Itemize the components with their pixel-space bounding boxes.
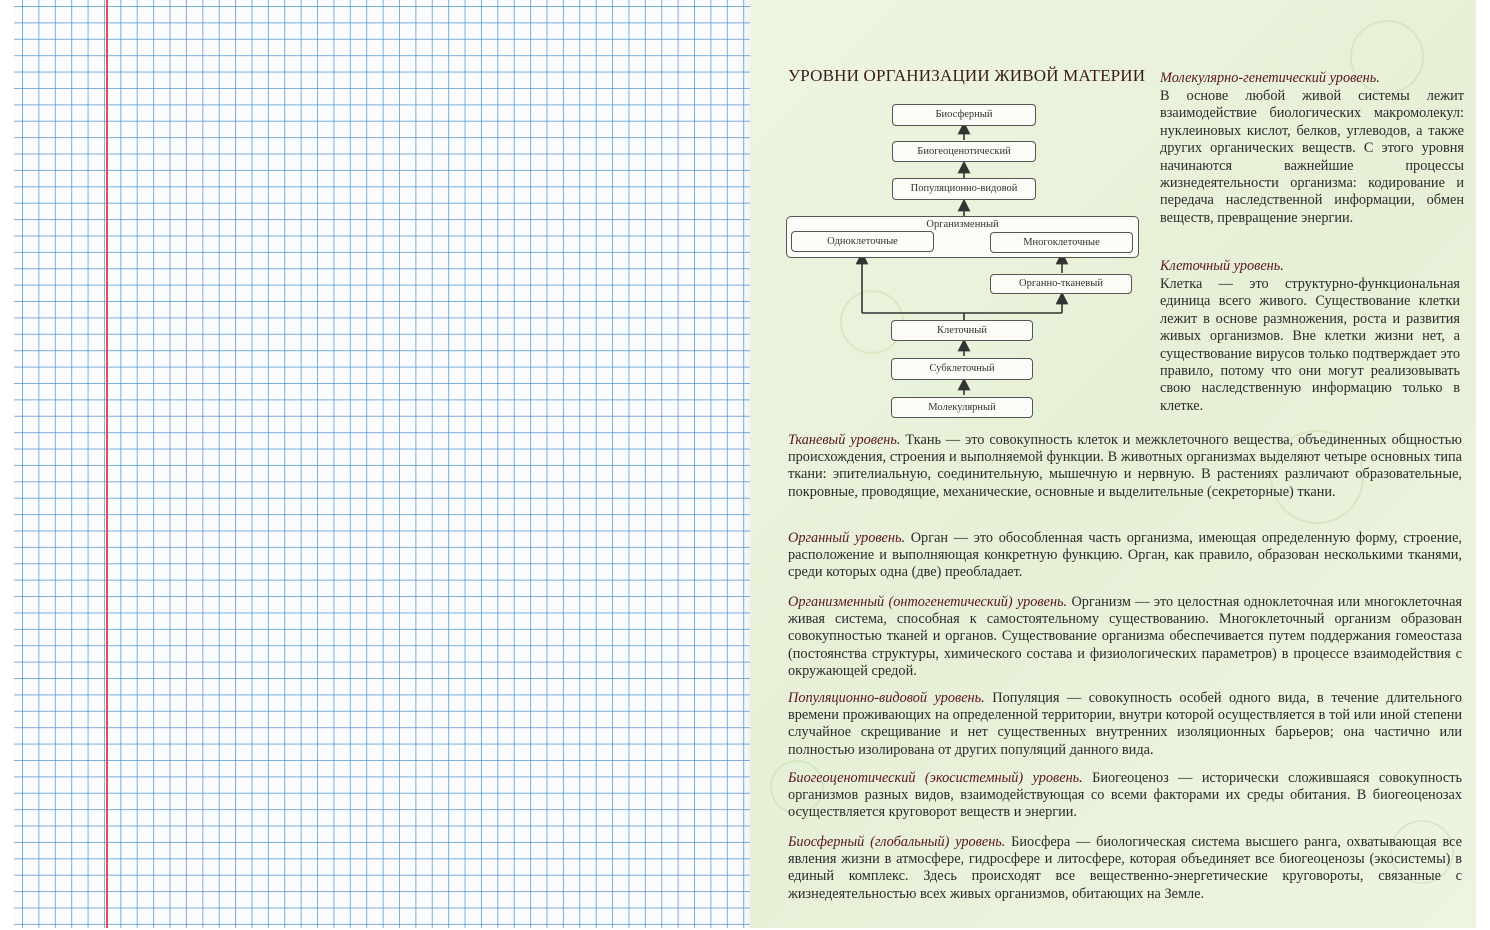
- level-molecular: Молекулярный: [891, 397, 1033, 418]
- level-biogeocenotic: Биогеоценотический: [892, 141, 1036, 162]
- population-heading: Популяционно-видовой уровень.: [788, 690, 985, 706]
- organism-text: Организм — это целостная одноклеточная или многоклеточная живая система, способная к самостоятельному существованию. Многоклеточный организм образован совокупностью тканей и органов. Существование организма обеспечивается путем поддержания гомеостаза (постоянства структуры, химического состава и физиологических параметров) в процессе взаимодействия с окружающей средой.: [788, 594, 1463, 679]
- biosphere-heading: Биосферный (глобальный) уровень.: [788, 834, 1006, 850]
- notebook-spread: [14, 0, 1476, 930]
- cellular-heading: Клеточный уровень.: [1160, 258, 1284, 274]
- level-organism: Организменный: [926, 219, 999, 230]
- organ-text: Орган — это обособленная часть организма, имеющая определенную форму, строение, расположение и выполняющая конкретную функцию. Орган, как правило, образован несколькими тканями, среди которых одна (две) преобладает.: [788, 530, 1462, 581]
- tissue-heading: Тканевый уровень.: [788, 432, 901, 448]
- level-multicellular: Многоклеточные: [990, 232, 1133, 253]
- level-unicellular: Одноклеточные: [791, 231, 934, 252]
- tissue-paragraph: [788, 432, 1462, 501]
- biogeocenotic-paragraph: [788, 770, 1462, 822]
- biosphere-text: Биосфера — биологическая система высшего ранга, охватывающая все явления жизни в атмосфере, гидросфере и литосфере, которая объединяет все биогеоценозы (экосистемы) в единый комплекс. Здесь происходят все вещественно-энергетические круговороты, связанные с жизнедеятельностью всех живых организмов, обитающих на Земле.: [788, 834, 1462, 902]
- organism-heading: Организменный (онтогенетический) уровень.: [788, 594, 1068, 610]
- level-subcellular: Субклеточный: [891, 358, 1033, 380]
- margin-line: [106, 0, 108, 928]
- tissue-text: Ткань — это совокупность клеток и межклеточного вещества, объединенных общностью происхождения, строения и выполняемой функции. В животных организмах выделяют четыре основных типа ткани: эпителиальную, соединительную, мышечную и нервную. В растениях различают образовательные, покровные, проводящие, механические, основные и выделительные (секреторные) ткани.: [788, 432, 1462, 500]
- level-biosphere: Биосферный: [892, 104, 1036, 126]
- molecular-heading: Молекулярно-генетический уровень.: [1160, 70, 1380, 86]
- page-title: УРОВНИ ОРГАНИЗАЦИИ ЖИВОЙ МАТЕРИИ: [788, 66, 1146, 85]
- population-text: Популяция — совокупность особей одного вида, в течение длительного времени проживающих на определенной территории, внутри которой осуществляется в той или иной степени случайное скрещивание и нет существенных внутренних изоляционных барьеров; она частично или полностью изолирована от других популяций данного вида.: [788, 690, 1463, 758]
- organ-heading: Органный уровень.: [788, 530, 906, 546]
- population-paragraph: [788, 690, 1462, 759]
- level-cellular: Клеточный: [891, 320, 1033, 341]
- biosphere-paragraph: [788, 834, 1462, 903]
- biogeocenotic-heading: Биогеоценотический (экосистемный) уровень.: [788, 770, 1083, 786]
- info-page: [750, 0, 1476, 928]
- biogeocenotic-text: Биогеоценоз — исторически сложившаяся совокупность организмов разных видов, взаимодействующая со всеми факторами их среды обитания. В биогеоценозах осуществляется круговорот веществ и энергии.: [788, 770, 1462, 821]
- level-population: Популяционно-видовой: [892, 178, 1036, 200]
- grid-page: [14, 0, 751, 928]
- organism-paragraph: [788, 594, 1462, 680]
- molecular-text: В основе любой живой системы лежит взаимодействие биологических макромолекул: нуклеиновых кислот, белков, углеводов, а также других органических веществ. С этого уровня начинаются важнейшие процессы жизнедеятельности организма: кодирование и передача наследственной информации, обмен веществ, превращение энергии.: [1160, 88, 1464, 226]
- level-organ-tissue: Органно-тканевый: [990, 274, 1132, 294]
- cellular-text: Клетка — это структурно-функциональная единица всего живого. Существование клетки лежит в основе размножения, роста и развития живых организмов. Вне клетки жизни нет, а существование вирусов только подтверждает это правило, потому что они могут реализовывать свою наследственную информацию только в клетке.: [1160, 276, 1460, 414]
- organ-paragraph: [788, 530, 1462, 582]
